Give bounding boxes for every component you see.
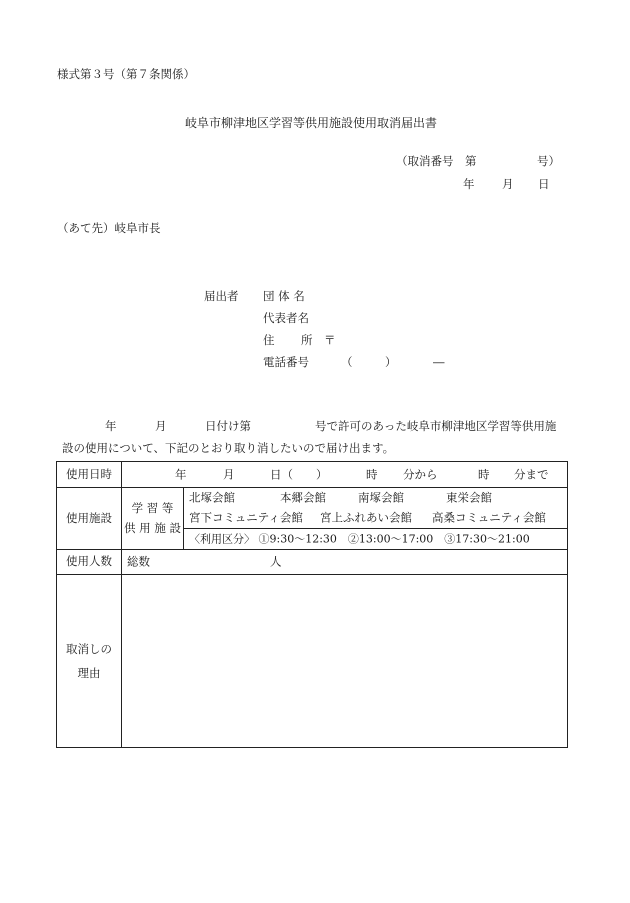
cancel-number-open: （取消番号 [396,154,454,168]
address-label-2: 所 [301,333,313,347]
body-year: 年 [105,419,117,433]
applicant-heading: 届出者 [204,289,239,303]
usage-time-from: 分から [403,466,438,481]
phone-label: 電話番号 [263,355,309,369]
reason-input-area[interactable] [122,575,568,748]
facility-option[interactable]: 南塚会館 [358,490,404,505]
facility-option[interactable]: 東栄会館 [446,490,492,505]
time-slots-cell[interactable] [184,529,568,550]
body-line2: 設の使用について、下記のとおり取り消したいので届け出ます。 [62,441,395,455]
usage-time-hour-start: 時 [366,466,378,481]
phone-paren-close: ） [385,355,397,369]
usage-time-hour-end: 時 [478,466,490,481]
reason-row [57,575,568,748]
usage-date-year: 年 [175,466,187,481]
body-month: 月 [155,419,167,433]
body-line1-rest: 号で許可のあった岐阜市柳津地区学習等供用施 [315,419,557,433]
cancel-number-close: 号） [537,154,560,168]
addressee: （あて先）岐阜市長 [57,221,161,235]
date-day: 日 [538,177,550,191]
usage-date-day: 日（ ） [270,466,328,481]
facility-sublabel-2: 供 用 施 設 [124,520,181,535]
reason-label-line-1: 取消しの [66,641,112,656]
phone-dash: ― [433,355,445,369]
facility-option[interactable]: 宮下コミュニティ会館 [189,510,303,525]
facility-sublabel [122,488,184,550]
facility-option[interactable]: 高桑コミュニティ会館 [432,510,546,525]
facility-label: 使用施設 [57,488,122,550]
postal-mark: 〒 [324,333,336,347]
phone-paren-open: （ [341,355,353,369]
headcount-total-label: 総数 [127,554,150,569]
date-month: 月 [502,177,514,191]
headcount-unit: 人 [270,554,282,569]
facility-row-1 [57,488,568,509]
usage-date-row [57,462,568,488]
reason-label [57,575,122,748]
time-slots: 〈利用区分〉 ①9:30～12:30 ②13:00～17:00 ③17:30～21:00 [189,532,530,546]
headcount-label: 使用人数 [57,550,122,575]
usage-time-until: 分まで [514,466,549,481]
form-number-label: 様式第３号（第７条関係） [57,67,195,81]
form-table [56,461,568,748]
facility-names-row-2 [184,508,568,529]
facility-option[interactable]: 宮上ふれあい会館 [320,510,412,525]
usage-date-cell[interactable] [122,462,568,488]
facility-option[interactable]: 本郷会館 [280,490,326,505]
date-year: 年 [463,177,475,191]
representative-label: 代表者名 [263,311,309,325]
headcount-cell[interactable] [122,550,568,575]
page-title: 岐阜市柳津地区学習等供用施設使用取消届出書 [185,116,438,130]
headcount-row [57,550,568,575]
usage-date-month: 月 [223,466,235,481]
facility-sublabel-1: 学 習 等 [131,500,174,515]
facility-option[interactable]: 北塚会館 [189,490,235,505]
body-dated: 日付け第 [205,419,251,433]
reason-label-line-2: 理由 [77,666,101,680]
cancel-number-dai: 第 [465,154,477,168]
org-name-label: 団 体 名 [263,289,305,303]
usage-date-label: 使用日時 [57,462,122,488]
address-label-1: 住 [263,333,275,347]
facility-names-row-1 [184,488,568,509]
